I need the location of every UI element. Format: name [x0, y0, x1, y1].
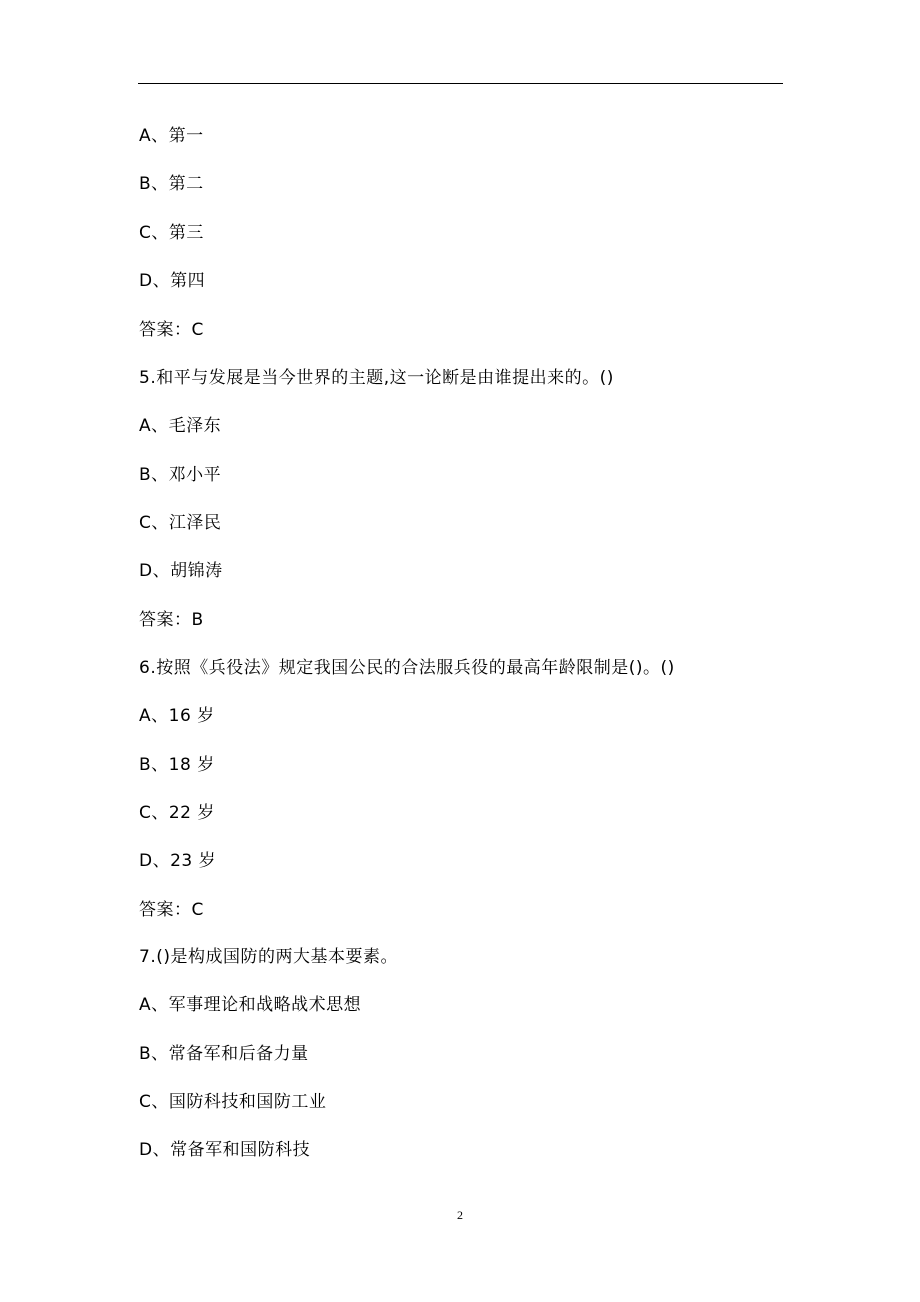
option-a: A、军事理论和战略战术思想: [139, 995, 362, 1015]
question-6: 6.按照《兵役法》规定我国公民的合法服兵役的最高年龄限制是()。(): [139, 658, 675, 678]
option-c: C、江泽民: [139, 513, 222, 533]
option-a: A、16 岁: [139, 706, 215, 726]
option-d: D、常备军和国防科技: [139, 1140, 311, 1160]
question-5: 5.和平与发展是当今世界的主题,这一论断是由谁提出来的。(): [139, 368, 614, 388]
header-rule: [138, 83, 783, 84]
option-a: A、毛泽东: [139, 416, 222, 436]
option-c: C、第三: [139, 223, 204, 243]
option-d: D、胡锦涛: [139, 561, 223, 581]
option-b: B、18 岁: [139, 755, 215, 775]
option-b: B、邓小平: [139, 465, 222, 485]
answer: 答案：B: [139, 610, 204, 630]
option-c: C、22 岁: [139, 803, 215, 823]
page-number: 2: [457, 1208, 463, 1222]
option-d: D、第四: [139, 271, 206, 291]
answer: 答案：C: [139, 900, 204, 920]
option-c: C、国防科技和国防工业: [139, 1092, 327, 1112]
option-d: D、23 岁: [139, 851, 217, 871]
option-b: B、常备军和后备力量: [139, 1044, 309, 1064]
question-7: 7.()是构成国防的两大基本要素。: [139, 947, 398, 967]
answer: 答案：C: [139, 320, 204, 340]
option-a: A、第一: [139, 126, 204, 146]
option-b: B、第二: [139, 174, 204, 194]
